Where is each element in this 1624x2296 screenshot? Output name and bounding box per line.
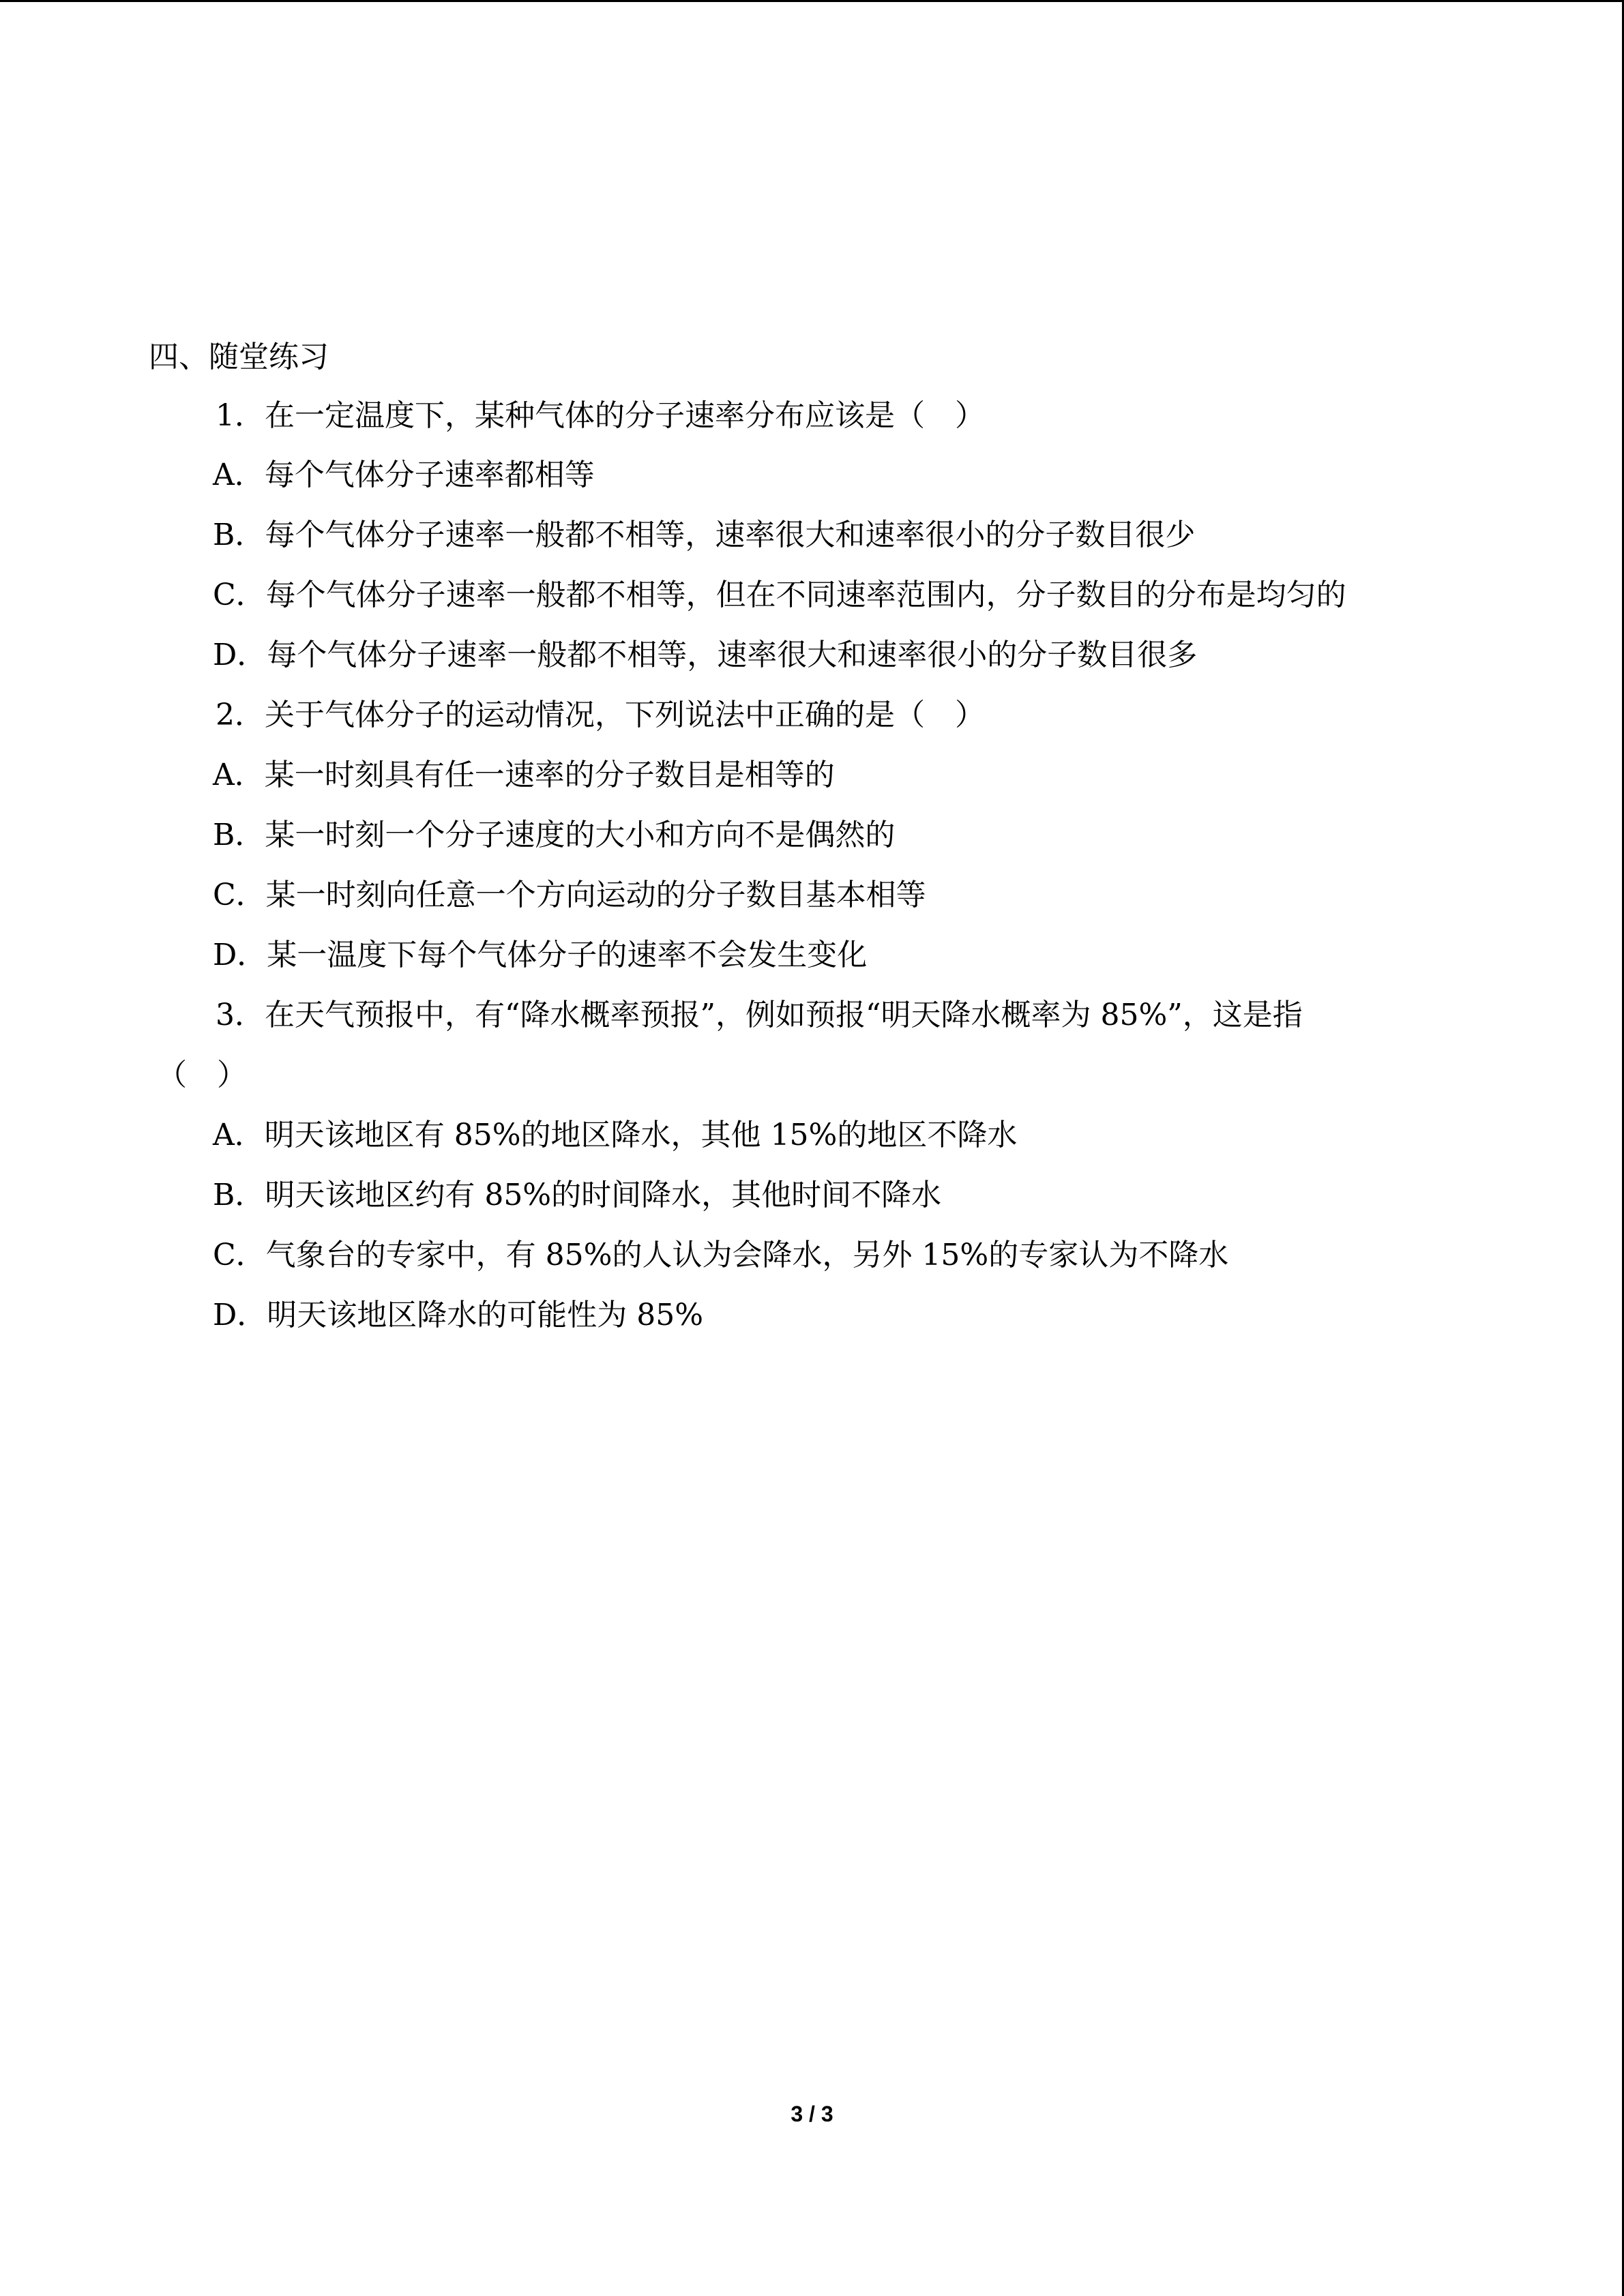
question-1-option-a: A．每个气体分子速率都相等 [213,458,595,492]
question-1-stem: 1．在一定温度下，某种气体的分子速率分布应该是（ ） [216,398,985,433]
question-2-option-d: D．某一温度下每个气体分子的速率不会发生变化 [213,938,868,972]
question-3-option-d: D．明天该地区降水的可能性为 85% [213,1298,704,1332]
question-2-stem: 2．关于气体分子的运动情况，下列说法中正确的是（ ） [216,698,985,732]
top-border-line [0,0,1624,2]
question-3-stem-continuation: （ ） [157,1058,247,1092]
question-1-option-d: D．每个气体分子速率一般都不相等，速率很大和速率很小的分子数目很多 [213,638,1198,672]
question-2-option-a: A．某一时刻具有任一速率的分子数目是相等的 [213,758,835,792]
question-1-option-b: B．每个气体分子速率一般都不相等，速率很大和速率很小的分子数目很少 [213,518,1196,552]
page-number: 3 / 3 [791,2102,833,2126]
question-3-option-a: A．明天该地区有 85%的地区降水，其他 15%的地区不降水 [213,1118,1018,1152]
question-3-option-b: B．明天该地区约有 85%的时间降水，其他时间不降水 [213,1178,942,1212]
question-3-stem: 3．在天气预报中，有“降水概率预报”，例如预报“明天降水概率为 85%”，这是指 [216,998,1303,1032]
question-1-option-c: C．每个气体分子速率一般都不相等，但在不同速率范围内，分子数目的分布是均匀的 [213,578,1346,612]
question-2-option-b: B．某一时刻一个分子速度的大小和方向不是偶然的 [213,818,896,852]
question-2-option-c: C．某一时刻向任意一个方向运动的分子数目基本相等 [213,878,926,912]
section-title: 四、随堂练习 [149,340,329,374]
question-3-option-c: C．气象台的专家中，有 85%的人认为会降水，另外 15%的专家认为不降水 [213,1238,1229,1272]
